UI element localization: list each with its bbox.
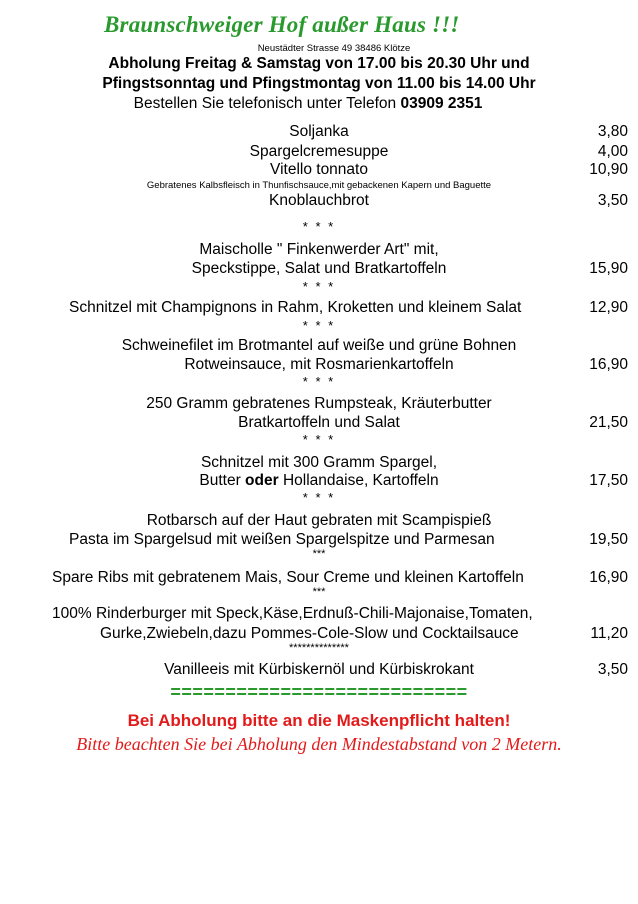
item-schnitzel-spargel-line-2 (0, 472, 638, 490)
item-schweinefilet-price: 16,90 (589, 356, 628, 373)
pickup-hours-line-2: Pfingstsonntag und Pfingstmontag von 11.00 bis 14.00 Uhr (102, 75, 536, 92)
item-rumpsteak-price: 21,50 (589, 414, 628, 431)
distance-notice: Bitte beachten Sie bei Abholung den Mindestabstand von 2 Metern. (76, 734, 562, 754)
item-maischolle-price: 15,90 (589, 260, 628, 277)
item-dessert-name: Vanilleeis mit Kürbiskernöl und Kürbiskrokant (164, 661, 474, 678)
separator: * * * (302, 219, 336, 234)
restaurant-address: Neustädter Strasse 49 38486 Klötze (257, 43, 411, 54)
item-knoblauch-price: 3,50 (597, 192, 628, 209)
separator: *** (312, 548, 326, 560)
item-soljanka-name: Soljanka (289, 123, 349, 140)
pickup-hours-line-1: Abholung Freitag & Samstag von 17.00 bis 20.30 Uhr und (108, 55, 530, 72)
item-schnitzel-champignon-name: Schnitzel mit Champignons in Rahm, Kroketten und kleinem Salat (69, 299, 522, 316)
item-soljanka-price: 3,80 (597, 123, 628, 140)
item-rumpsteak-line-1: 250 Gramm gebratenes Rumpsteak, Kräuterbutter (146, 395, 492, 412)
item-schnitzel-champignon-price: 12,90 (589, 299, 628, 316)
text-hollandaise: Hollandaise, Kartoffeln (278, 472, 439, 489)
item-spargelsuppe-price: 4,00 (597, 143, 628, 160)
separator: * * * (302, 318, 336, 333)
separator: * * * (302, 432, 336, 447)
item-spargelsuppe-name: Spargelcremesuppe (249, 143, 389, 160)
restaurant-title: Braunschweiger Hof außer Haus !!! (104, 12, 460, 37)
item-schnitzel-spargel-price: 17,50 (589, 472, 628, 489)
item-vitello-note: Gebratenes Kalbsfleisch in Thunfischsauce,mit gebackenen Kapern und Baguette (146, 180, 492, 191)
item-dessert-price: 3,50 (597, 661, 628, 678)
text-oder: oder (245, 472, 279, 489)
separator: * * * (302, 279, 336, 294)
order-text: Bestellen Sie telefonisch unter Telefon (133, 95, 401, 112)
item-vitello-price: 10,90 (589, 161, 628, 178)
phone-number: 03909 2351 (400, 95, 483, 112)
item-rotbarsch-line-1: Rotbarsch auf der Haut gebraten mit Scampispieß (146, 512, 492, 529)
item-vitello-name: Vitello tonnato (270, 161, 368, 178)
divider-line: =========================== (170, 682, 468, 702)
item-schweinefilet-line-1: Schweinefilet im Brotmantel auf weiße und grüne Bohnen (121, 337, 517, 354)
separator: * * * (302, 374, 336, 389)
item-rumpsteak-line-2: Bratkartoffeln und Salat (238, 414, 400, 431)
item-burger-price: 11,20 (590, 625, 628, 642)
order-phone-line (0, 95, 638, 113)
text-butter: Butter (199, 472, 246, 489)
item-maischolle-line-1: Maischolle " Finkenwerder Art" mit, (199, 241, 439, 258)
item-rotbarsch-price: 19,50 (589, 531, 628, 548)
item-maischolle-line-2: Speckstippe, Salat und Bratkartoffeln (191, 260, 447, 277)
item-schnitzel-spargel-line-1: Schnitzel mit 300 Gramm Spargel, (200, 454, 438, 471)
item-spare-ribs-price: 16,90 (589, 569, 628, 586)
separator: ************** (289, 642, 349, 654)
item-burger-line-1: 100% Rinderburger mit Speck,Käse,Erdnuß-Chili-Majonaise,Tomaten, (52, 605, 533, 622)
item-schweinefilet-line-2: Rotweinsauce, mit Rosmarienkartoffeln (184, 356, 454, 373)
mask-notice: Bei Abholung bitte an die Maskenpflicht halten! (127, 711, 511, 730)
item-rotbarsch-line-2: Pasta im Spargelsud mit weißen Spargelspitze und Parmesan (69, 531, 495, 548)
item-knoblauch-name: Knoblauchbrot (269, 192, 369, 209)
item-spare-ribs-name: Spare Ribs mit gebratenem Mais, Sour Creme und kleinen Kartoffeln (52, 569, 524, 586)
separator: * * * (302, 490, 336, 505)
item-burger-line-2: Gurke,Zwiebeln,dazu Pommes-Cole-Slow und Cocktailsauce (100, 625, 519, 642)
separator: *** (312, 586, 326, 598)
